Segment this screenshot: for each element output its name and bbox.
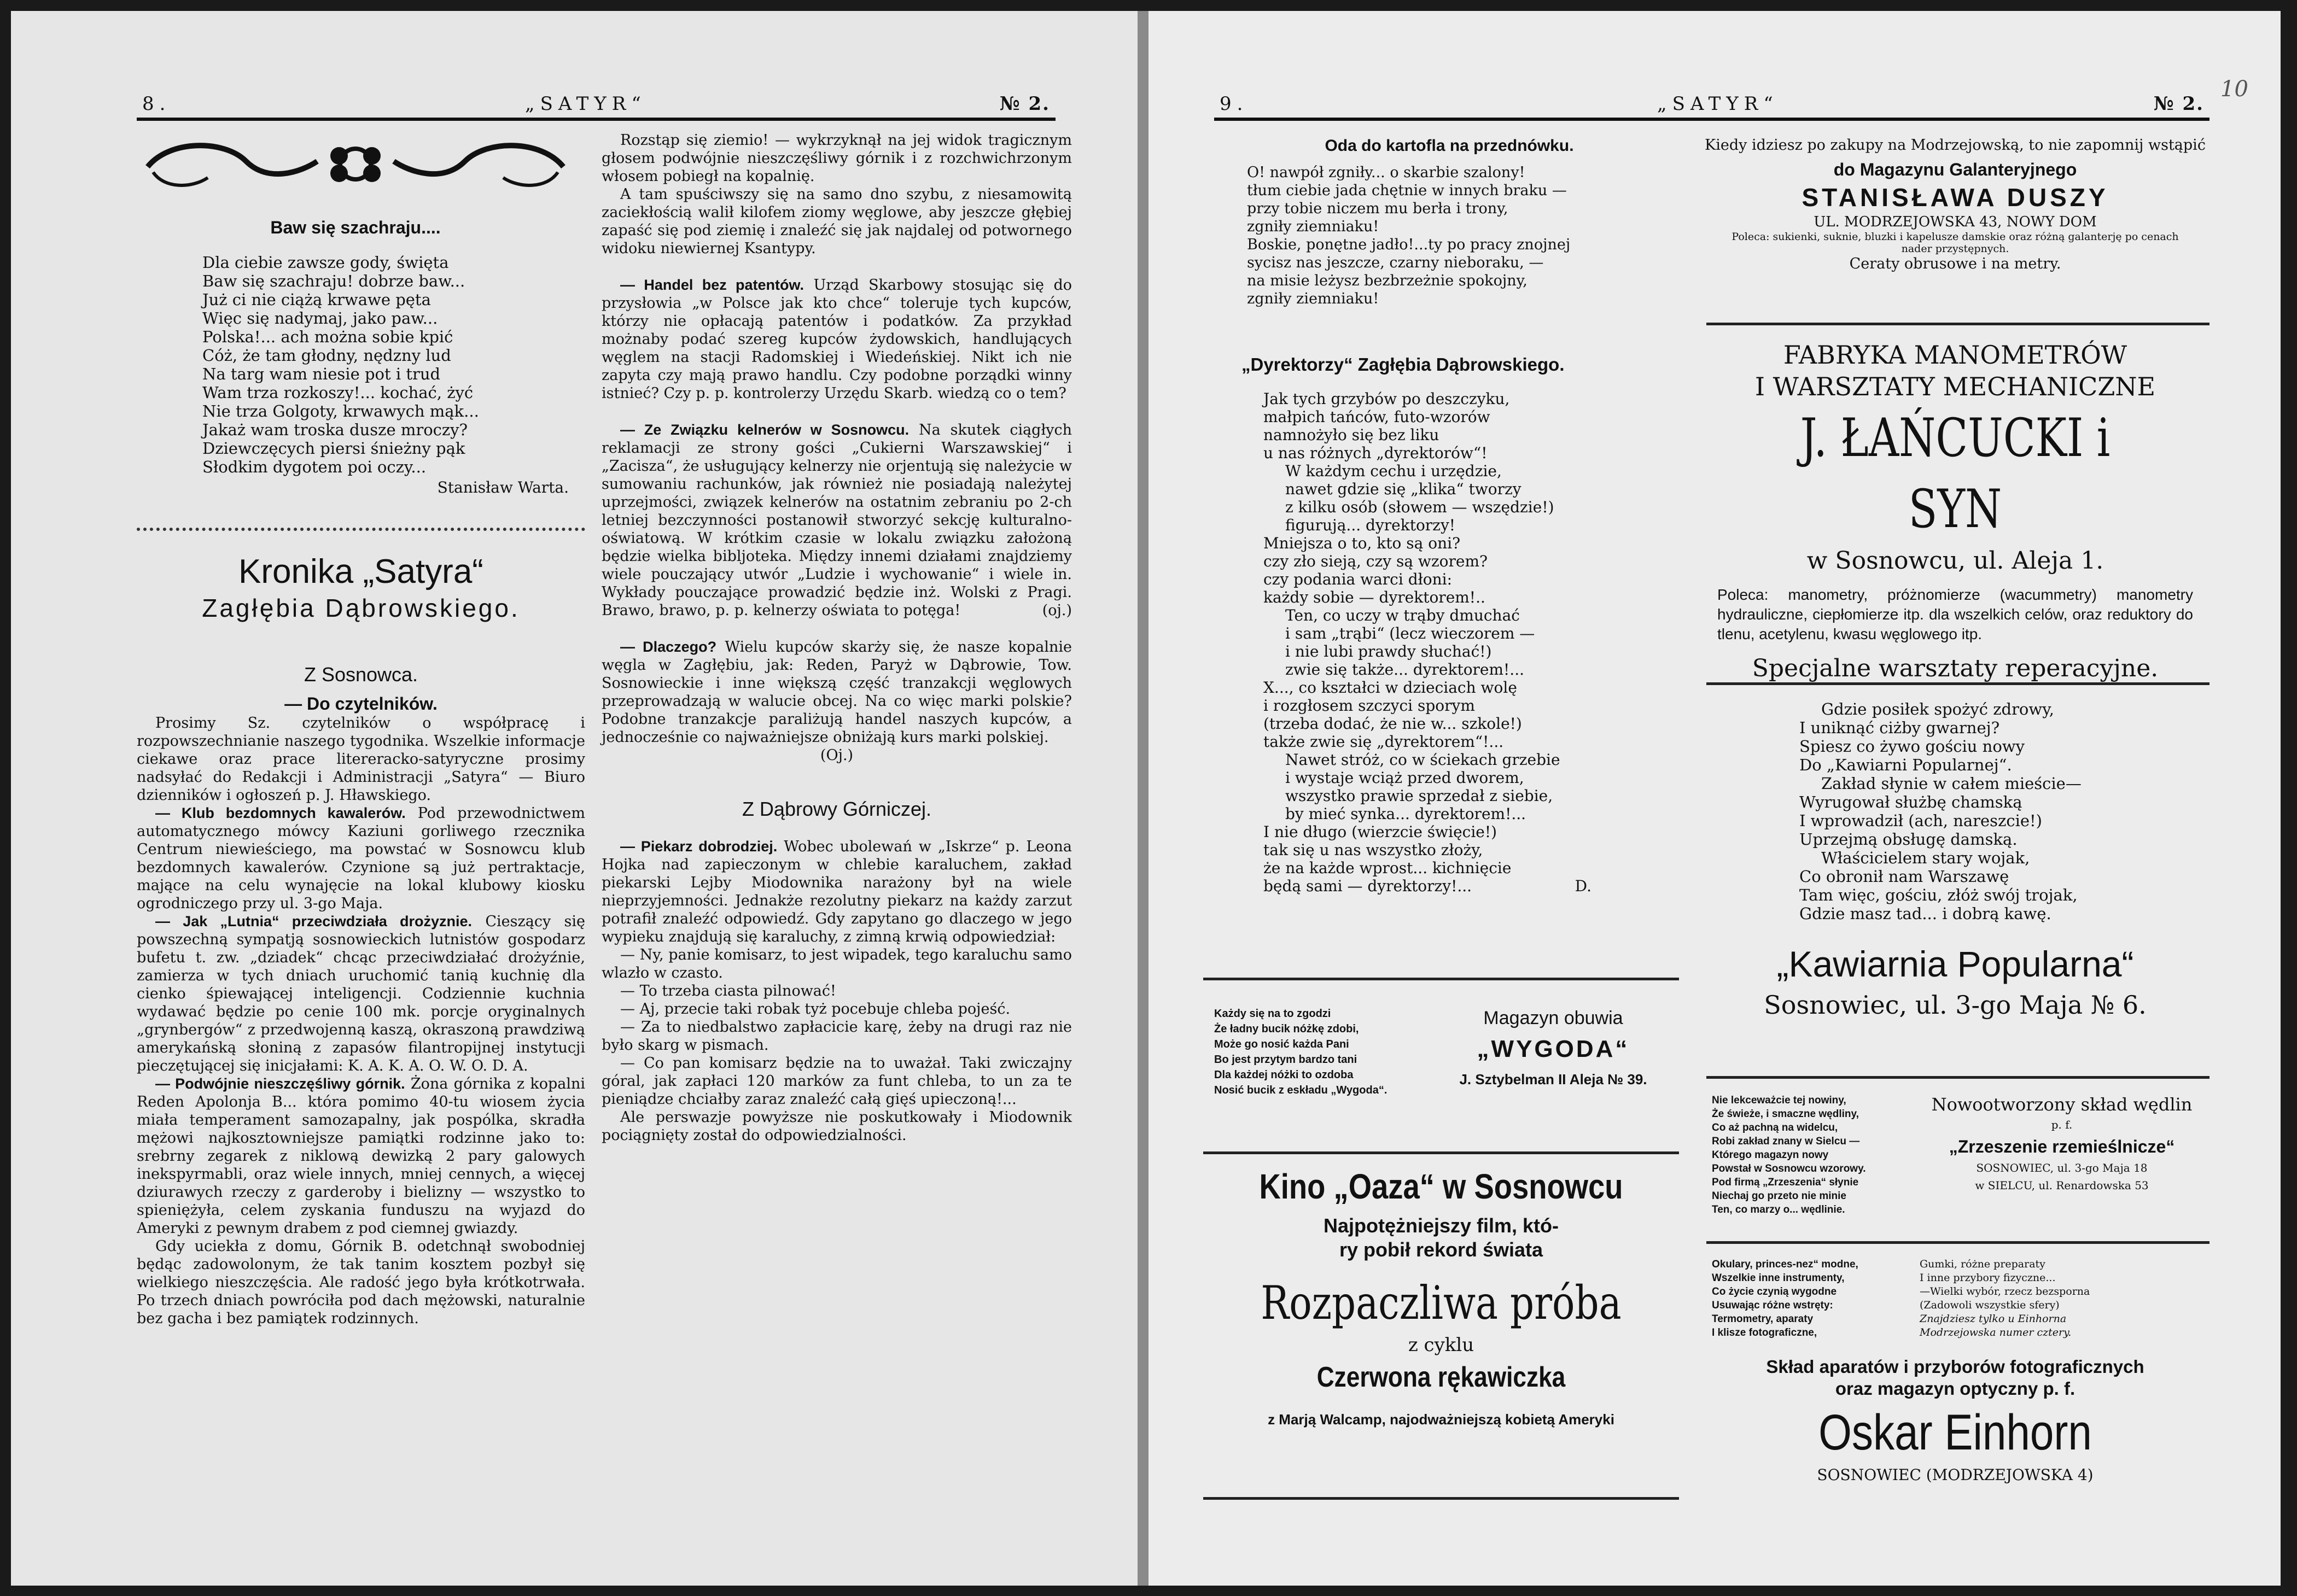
lancucki-ad	[1701, 339, 2209, 688]
kino-title: Kino „Oaza“ w Sosnowcu	[1259, 1167, 1623, 1206]
section-dabrowa: Z Dąbrowy Górniczej.	[742, 798, 932, 820]
baker-text: Wobec ubolewań w „Iskrze“ p. Leona Hojka nad zapieczonym w chlebie karaluchem, zakład piekarski Lejby Miodownika narażony był na wiele nieprzyjemności. Jednakże rezolutny piekarz na każdy zarzut potrafił znaleźć odpowiedź. Gdy zapytano go dlaczego w jego wypieku znajdują się karaluchy, z zimną krwią odpowiedział:	[602, 838, 1072, 945]
poem-line: i nie lubi prawdy słuchać!)	[1285, 642, 1492, 660]
einhorn-address: SOSNOWIEC (MODRZEJOWSKA 4)	[1817, 1466, 2094, 1484]
right-page	[1148, 11, 2281, 1586]
verse-line: Gdzie posiłek spożyć zdrowy,	[1821, 700, 2054, 718]
readers-heading: — Do czytelników.	[284, 694, 438, 714]
directors-block	[1220, 355, 1679, 895]
poem-line: Jak tych grzybów po deszczyku,	[1263, 390, 1510, 408]
wygoda-verse	[1214, 1006, 1387, 1098]
chronicle-title: Kronika „Satyra“	[238, 553, 483, 591]
club-heading: — Klub bezdomnych kawalerów.	[155, 805, 406, 821]
list-line: Wszelkie inne instrumenty,	[1712, 1272, 1845, 1284]
verse-line: Nosić bucik z eskładu „Wygoda“.	[1214, 1084, 1387, 1096]
kino-cast: z Marją Walcamp, najodważniejszą kobietą Ameryki	[1268, 1411, 1614, 1428]
baker-heading: — Piekarz dobrodziej.	[620, 838, 778, 855]
kino-ad	[1203, 1165, 1679, 1430]
chronicle-column	[137, 552, 585, 1328]
poem-line: i wystaje wciąż przed dworem,	[1285, 769, 1524, 787]
wygoda-address: J. Sztybelman II Aleja № 39.	[1459, 1071, 1647, 1088]
kino-line2: ry pobił rekord świata	[1339, 1238, 1543, 1261]
dialogue-line: — Co pan komisarz będzie na to uważał. Taki zwiczajny góral, jak zapłaci 120 marków za funt chleba, to un za te pieniądze chciałby zaraz znaleźć całą gięś upieczoną!...	[602, 1055, 1072, 1108]
kino-cycle: z cyklu	[1408, 1334, 1474, 1356]
lancucki-address: w Sosnowcu, ul. Aleja 1.	[1806, 547, 2104, 575]
wedliny-shop	[1920, 1094, 2204, 1194]
list-line: I klisze fotograficzne,	[1712, 1327, 1817, 1338]
wygoda-ad	[1203, 995, 1679, 1148]
poem-line: u nas różnych „dyrektorów“!	[1263, 444, 1488, 462]
divider	[1706, 323, 2209, 325]
issue-number: № 2.	[2153, 93, 2204, 115]
article-column-2	[602, 131, 1072, 1144]
verse-line: Robi zakład znany w Sielcu —	[1712, 1136, 1860, 1147]
list-line: Co życie czynią wygodne	[1712, 1286, 1837, 1297]
section-sosnowiec: Z Sosnowca.	[304, 663, 418, 686]
col2-paragraph: A tam spuściwszy się na samo dno szybu, z niesamowitą zaciekłością walił kilofem ziomy węglowe, aby jeszcze głębiej zapaść się pod ziemię i znaleźć się jak najdalej od potwornego widoku niewiernej Ksantypy.	[602, 186, 1072, 257]
divider	[1203, 1497, 1679, 1500]
list-line: Znajdziesz tylko u Einhorna	[1920, 1313, 2067, 1325]
verse-line: Każdy się na to zgodzi	[1214, 1008, 1331, 1020]
einhorn-left-list	[1712, 1258, 1858, 1340]
verse-line: I wprowadził (ach, nareszcie!)	[1799, 811, 2042, 830]
poem-line: i rozgłosem szczyci sporym	[1263, 697, 1475, 715]
lancucki-name: J. ŁAŃCUCKI i SYN	[1800, 407, 2111, 540]
poem-line: figurują... dyrektorzy!	[1285, 516, 1456, 534]
einhorn-right-list	[1920, 1258, 2090, 1340]
poem-line: Dziewczęcych piersi śnieżny pąk	[202, 439, 465, 458]
issue-number: № 2.	[999, 93, 1050, 115]
poem-line: z kilku osób (słowem — wszędzie!)	[1285, 498, 1554, 516]
ode-line: zgniły ziemniaku!	[1247, 290, 1379, 307]
divider	[1203, 978, 1679, 980]
wedliny-pf: p. f.	[2051, 1118, 2073, 1131]
ode-line: sycisz nas jeszcze, czarny nieboraku, —	[1247, 254, 1544, 271]
verse-line: Że ładny bucik nóżkę zdobi,	[1214, 1023, 1359, 1035]
duszy-extra: Ceraty obrusowe i na metry.	[1849, 255, 2061, 272]
wedliny-heading: Nowootworzony skład wędlin	[1931, 1094, 2193, 1115]
kino-line1: Najpotężniejszy film, któ-	[1323, 1214, 1559, 1237]
divider	[1706, 1241, 2209, 1244]
poem-line: Jakaż wam troska dusze mroczy?	[202, 420, 468, 439]
ode-block	[1220, 137, 1679, 308]
poem-line: także zwie się „dyrektorem“!...	[1263, 733, 1504, 751]
poem-line: Słodkim dygotem poi oczy...	[202, 458, 427, 476]
directors-title: „Dyrektorzy“ Zagłębia Dąbrowskiego.	[1241, 354, 1565, 375]
ode-line: Boskie, ponętne jadło!...ty po pracy znojnej	[1247, 236, 1571, 253]
kino-series: Czerwona rękawiczka	[1316, 1361, 1566, 1393]
duszy-offer: Poleca: sukienki, suknie, bluzki i kapelusze damskie oraz różną galanterję po cenach nader przystępnych.	[1732, 231, 2179, 255]
wygoda-shop	[1433, 1006, 1674, 1090]
poem-line: Więc się nadymaj, jako paw...	[202, 309, 438, 328]
waiters-signature: (oj.)	[1042, 602, 1072, 619]
kawiarnia-verse	[1799, 700, 2209, 923]
poem-line: czy zło sieją, czy są wzorem?	[1263, 552, 1488, 570]
poem-line: wszystko prawie sprzedał z siebie,	[1285, 787, 1553, 805]
poem-line: namnożyło się bez liku	[1263, 426, 1439, 444]
dialogue-line: — Za to niedbalstwo zapłacicie karę, żeby na drugi raz nie było skarg w pismach.	[602, 1019, 1072, 1054]
dialogue-line: Ale perswazje powyższe nie poskutkowały i Miodownik pociągnięty został do odpowiedzialności.	[602, 1109, 1072, 1144]
header-rule	[1214, 118, 2209, 121]
kawiarnia-address: Sosnowiec, ul. 3-go Maja № 6.	[1764, 990, 2147, 1020]
poem-line: W każdym cechu i urzędzie,	[1285, 462, 1502, 480]
running-title: „SATYR“	[1657, 93, 1779, 115]
poem-lines	[202, 253, 569, 476]
page-number: 9.	[1220, 93, 1249, 115]
wedliny-verse	[1712, 1094, 1866, 1217]
duszy-address: UL. MODRZEJOWSKA 43, NOWY DOM	[1814, 214, 2097, 230]
why-heading: — Dlaczego?	[620, 639, 717, 655]
divider	[1706, 1076, 2209, 1079]
ornament-icon	[137, 134, 574, 194]
poem-line: Dla ciebie zawsze gody, święta	[202, 253, 449, 272]
poem-line: będą sami — dyrektorzy!...	[1263, 877, 1472, 895]
directors-signature: D.	[1575, 877, 1591, 895]
wedliny-address1: SOSNOWIEC, ul. 3-go Maja 18	[1976, 1161, 2148, 1174]
verse-line: Powstał w Sosnowcu wzorowy.	[1712, 1163, 1866, 1174]
lancucki-offer: Poleca: manometry, próżnomierze (wacummetry) manometry hydrauliczne, ciepłomierze itp. dla wszelkich celów, oraz reduktory do tlenu, acetylenu, kwasu węglowego itp.	[1717, 586, 2193, 642]
verse-line: Którego magazyn nowy	[1712, 1149, 1829, 1161]
verse-line: Tam więc, gościu, złóż swój trojak,	[1799, 886, 2078, 904]
list-line: Gumki, różne preparaty	[1920, 1258, 2045, 1270]
poem-line: Polska!... ach można sobie kpić	[202, 328, 453, 346]
left-page	[11, 11, 1138, 1586]
poem-line: Cóż, że tam głodny, nędzny lud	[202, 346, 451, 365]
list-line: Termometry, aparaty	[1712, 1313, 1814, 1325]
verse-line: Niechaj go przeto nie minie	[1712, 1190, 1846, 1202]
wedliny-ad	[1701, 1088, 2209, 1230]
ode-line: tłum ciebie jada chętnie w innych braku —	[1247, 182, 1567, 199]
kawiarnia-ad	[1701, 700, 2209, 1021]
dialogue-line: — To trzeba ciasta pilnować!	[620, 983, 836, 999]
ode-line: O! nawpół zgniły... o skarbie szalony!	[1247, 164, 1525, 181]
trade-heading: — Handel bez patentów.	[620, 277, 804, 293]
miner-text-continued: Gdy uciekła z domu, Górnik B. odetchnął swobodniej będąc zadowolonym, że tak tanim kosztem pozbył się wielkiego nieszczęścia. Ale radość jego była krótkotrwała. Po trzech dniach powróciła pod dach mężowski, naturalnie bez gacha i bez pamiątek rodzinnych.	[137, 1238, 585, 1327]
dialogue-line: — Aj, przecie taki robak tyż pocebuje chleba pojeść.	[620, 1001, 1011, 1018]
poem-line: Wam trza rozkoszy!... kochać, żyć	[202, 383, 474, 402]
poem-line: Już ci nie ciążą krwawe pęta	[202, 290, 431, 309]
lancucki-line1: FABRYKA MANOMETRÓW	[1783, 340, 2127, 370]
verse-line: Dla każdej nóżki to ozdoba	[1214, 1069, 1354, 1081]
poem-line: Na targ wam niesie pot i trud	[202, 365, 441, 383]
poem-line: i sam „trąbi“ (lecz wieczorem —	[1285, 624, 1535, 642]
poem-line: zwie się także... dyrektorem!...	[1285, 660, 1525, 679]
wygoda-heading: Magazyn obuwia	[1483, 1008, 1623, 1028]
list-line: I inne przybory fizyczne...	[1920, 1272, 2056, 1284]
poem-author: Stanisław Warta.	[437, 478, 569, 496]
verse-line: Wyrugował służbę chamską	[1799, 793, 2022, 811]
list-line: (Zadowoli wszystkie sfery)	[1920, 1299, 2060, 1311]
list-line: —Wielki wybór, rzecz bezsporna	[1920, 1285, 2090, 1297]
einhorn-shop	[1701, 1356, 2209, 1485]
verse-line: Zakład słynie w całem mieście—	[1821, 774, 2082, 793]
poem-block	[142, 219, 569, 496]
newspaper-spread	[11, 11, 2281, 1586]
list-line: Modrzejowska numer cztery.	[1920, 1326, 2072, 1338]
poem-line: Nie trza Golgoty, krwawych mąk...	[202, 402, 479, 420]
ode-title: Oda do kartofla na przednówku.	[1325, 137, 1574, 155]
verse-line: Gdzie masz tad... i dobrą kawę.	[1799, 904, 2051, 923]
miner-text: Żona górnika z kopalni Reden Apolonja B... która pomimo 40-tu wiosem życia miała temperament samozapalny, jak pospólka, skradła mężowi najkosztowniejsze pamiątki rodzinne jako to: srebrny zegarek z niklową dewizką 2 pary galowych inekspyrmabli, oraz wiele innych, mniej cennych, a więcej dziurawych rzeczy z garderoby i bielizny — wszystko to spieniężyła, celem zyskania funduszu na wyjazd do Ameryki z pewnym drabem z pod ciemnej gwiazdy.	[137, 1075, 585, 1237]
club-text: Pod przewodnictwem automatycznego mówcy Kaziuni gorliwego rzecznika Centrum niewieściego, ma powstać w Sosnowcu klub bezdomnych kawalerów. Czynione są już pertraktacje, mające na celu wynajęcie na lokal klubowy kiosku ogrodniczego przy ul. 3-go Maja.	[137, 805, 585, 912]
waiters-text: Na skutek ciągłych reklamacji ze strony gości „Cukierni Warszawskiej“ i „Zacisza“, że usługujący kelnerzy nie orjentują się należycie w sumowaniu rachunków, jak również nie posiadają należytej uprzejmości, związek kelnerów na ostatnim zebraniu po 2-ch letniej bezczynności postanowił stworzyć sekcję kulturalno-oświatową. W krótkim czasie w lokalu związku założoną będzie wielka bibljoteka. Między innemi działami znajdziemy wiele pouczający utwór „Ludzie i wychowanie“ i wiele in. Wykłady pouczające prowadzić będzie inż. Wolski z Pragi. Brawo, brawo, p. p. kelnerzy oświata to potęga!	[602, 422, 1072, 619]
col2-paragraph: Rozstąp się ziemio! — wykrzyknął na jej widok tragicznym głosem podwójnie nieszczęśliwy górnik i z rozchwichrzonym włosem pobiegł na kopalnię.	[602, 132, 1072, 185]
waiters-heading: — Ze Związku kelnerów w Sosnowcu.	[620, 422, 910, 438]
poem-line: Mniejsza o to, kto są oni?	[1263, 534, 1461, 552]
poem-line: tak się u nas wszystko złoży,	[1263, 841, 1483, 859]
list-line: Usuwając różne wstręty:	[1712, 1300, 1833, 1311]
wedliny-name: „Zrzeszenie rzemieślnicze“	[1949, 1137, 2175, 1156]
kawiarnia-name: „Kawiarnia Popularna“	[1776, 944, 2134, 984]
verse-line: Bo jest przytym bardzo tani	[1214, 1054, 1357, 1066]
margin-mark: 10	[2220, 77, 2248, 102]
verse-line: Do „Kawiarni Popularnej“.	[1799, 756, 2012, 774]
verse-line: Co obronił nam Warszawę	[1799, 867, 2009, 886]
verse-line: Nie lekceważcie tej nowiny,	[1712, 1095, 1846, 1106]
trade-text: Urząd Skarbowy stosując się do przysłowia „w Polsce jak kto chce“ toleruje tych kupców, którzy nie opłacają patentów i podatków. Za przykład możnaby podać szereg kupców żydowskich, handlujących węglem na stacji Radomskiej i Wiedeńskiej. Nikt ich nie zapyta czy mają prawo handlu. Czy podobne porządki winny istnieć? Czy p. p. kontrolerzy Urzędu Skarb. wiedzą co o tem?	[602, 277, 1072, 402]
why-text: Wielu kupców skarży się, że nasze kopalnie węgla w Zagłębiu, jak: Reden, Paryż w Dąbrowie, Tow. Sosnowieckie i inne większą część tranzakcji węglowych przeprowadzają w walucie obcej. Na co więc marki polskie? Podobne tranzakcje paraliżują handel naszych kupców, a jednocześnie co najważniejsze obniżają kurs marki polskiej.	[602, 639, 1072, 746]
directors-lines	[1263, 390, 1679, 895]
einhorn-line1: Skład aparatów i przyborów fotograficznych	[1766, 1357, 2144, 1377]
lutnia-heading: — Jak „Lutnia“ przeciwdziała drożyznie.	[155, 913, 473, 929]
page-number: 8.	[142, 93, 171, 115]
poem-line: I nie długo (wierzcie święcie!)	[1263, 823, 1497, 841]
ode-line: przy tobie niczem mu berła i trony,	[1247, 200, 1508, 217]
einhorn-line2: oraz magazyn optyczny p. f.	[1835, 1378, 2076, 1399]
poem-line: Nawet stróż, co w ściekach grzebie	[1285, 751, 1560, 769]
poem-line: każdy sobie — dyrektorem!..	[1263, 588, 1485, 606]
ode-lines	[1247, 163, 1679, 308]
verse-line: Ten, co marzy o... wędlinie.	[1712, 1204, 1845, 1215]
verse-line: Pod firmą „Zrzeszenia“ słynie	[1712, 1177, 1859, 1188]
verse-line: Co aż pachną na widelcu,	[1712, 1122, 1838, 1133]
poem-line: X..., co kształci w dzieciach wolę	[1263, 679, 1517, 697]
wygoda-name: „WYGODA“	[1477, 1036, 1630, 1062]
verse-line: Że świeże, i smaczne wędliny,	[1712, 1108, 1859, 1120]
lancucki-repair: Specjalne warsztaty reperacyjne.	[1752, 654, 2159, 682]
verse-line: Właścicielem stary wojak,	[1821, 849, 2030, 867]
miner-heading: — Podwójnie nieszczęśliwy górnik.	[155, 1075, 405, 1092]
poem-title: Baw się szachraju....	[270, 218, 441, 237]
duszy-to-shop: do Magazynu Galanteryjnego	[1833, 160, 2077, 179]
divider	[1203, 1151, 1679, 1154]
page-gutter	[1138, 11, 1148, 1586]
dotted-divider	[137, 528, 585, 532]
poem-line: Ten, co uczy w trąby dmuchać	[1285, 606, 1520, 624]
dialogue-line: — Ny, panie komisarz, to jest wipadek, tego karaluchu samo wlazło w czasto.	[602, 946, 1072, 981]
kino-film-title: Rozpaczliwa próba	[1261, 1276, 1622, 1330]
verse-line: Może go nosić każda Pani	[1214, 1038, 1349, 1050]
why-signature: (Oj.)	[820, 747, 854, 764]
running-title: „SATYR“	[525, 93, 646, 115]
divider	[1706, 682, 2209, 685]
einhorn-name: Oskar Einhorn	[1818, 1405, 2092, 1460]
duszy-intro: Kiedy idziesz po zakupy na Modrzejowską, to nie zapomnij wstąpić	[1705, 137, 2206, 154]
verse-line: Spiesz co żywo gościu nowy	[1799, 737, 2025, 756]
poem-line: nawet gdzie się „klika“ tworzy	[1285, 480, 1521, 498]
verse-line: Uprzejmą obsługę damską.	[1799, 830, 2018, 849]
poem-line: czy podania warci dłoni:	[1263, 570, 1452, 588]
ode-line: zgniły ziemniaku!	[1247, 218, 1379, 235]
header-rule	[137, 118, 1056, 121]
poem-line: (trzeba dodać, że nie w... szkole!)	[1263, 715, 1522, 733]
poem-line: małpich tańców, futo-wzorów	[1263, 408, 1490, 426]
wedliny-address2: w SIELCU, ul. Renardowska 53	[1975, 1179, 2149, 1192]
poem-line: by mieć synka... dyrektorem!...	[1285, 805, 1526, 823]
poem-line: Baw się szachraju! dobrze baw...	[202, 272, 465, 290]
duszy-name: STANISŁAWA DUSZY	[1802, 183, 2109, 212]
chronicle-subtitle: Zagłębia Dąbrowskiego.	[202, 594, 520, 622]
verse-line: I uniknąć ciżby gwarnej?	[1799, 718, 2000, 737]
duszy-ad	[1701, 137, 2209, 273]
list-line: Okulary, princes-nez“ modne,	[1712, 1259, 1858, 1270]
readers-text: Prosimy Sz. czytelników o współpracę i rozpowszechnianie naszego tygodnika. Wszelkie informacje ciekawe oraz prace litereracko-satyryczne prosimy nadsyłać do Redakcji i Administracji „Satyra“ — Biuro dzienników i ogłoszeń p. J. Hławskiego.	[137, 715, 585, 804]
poem-line: że na każde wprost... kichnięcie	[1263, 859, 1512, 877]
lancucki-line2: I WARSZTATY MECHANICZNE	[1754, 372, 2156, 401]
ode-line: na misie leżysz bezbrzeżnie spokojny,	[1247, 272, 1528, 289]
lutnia-text: Cieszący się powszechną sympatją sosnowieckich lutnistów gospodarz bufetu t. zw. „dziadek“ chcąc przeciwdziałać drożyźnie, zamierza w tych dniach uruchomić tanią kuchnię dla cienko śpiewającej inteligencji. Codziennie kuchnia wydawać będzie po cenie 100 mk. porcje oryginalnych „grynbergów“ z przedwojenną kaszą, okraszoną prawdziwą amerykańską słoniną z zapasów filantropijnej instytucji pieczętującej się inicjałami: K. A. K. A. O. W. O. D. A.	[137, 913, 586, 1074]
